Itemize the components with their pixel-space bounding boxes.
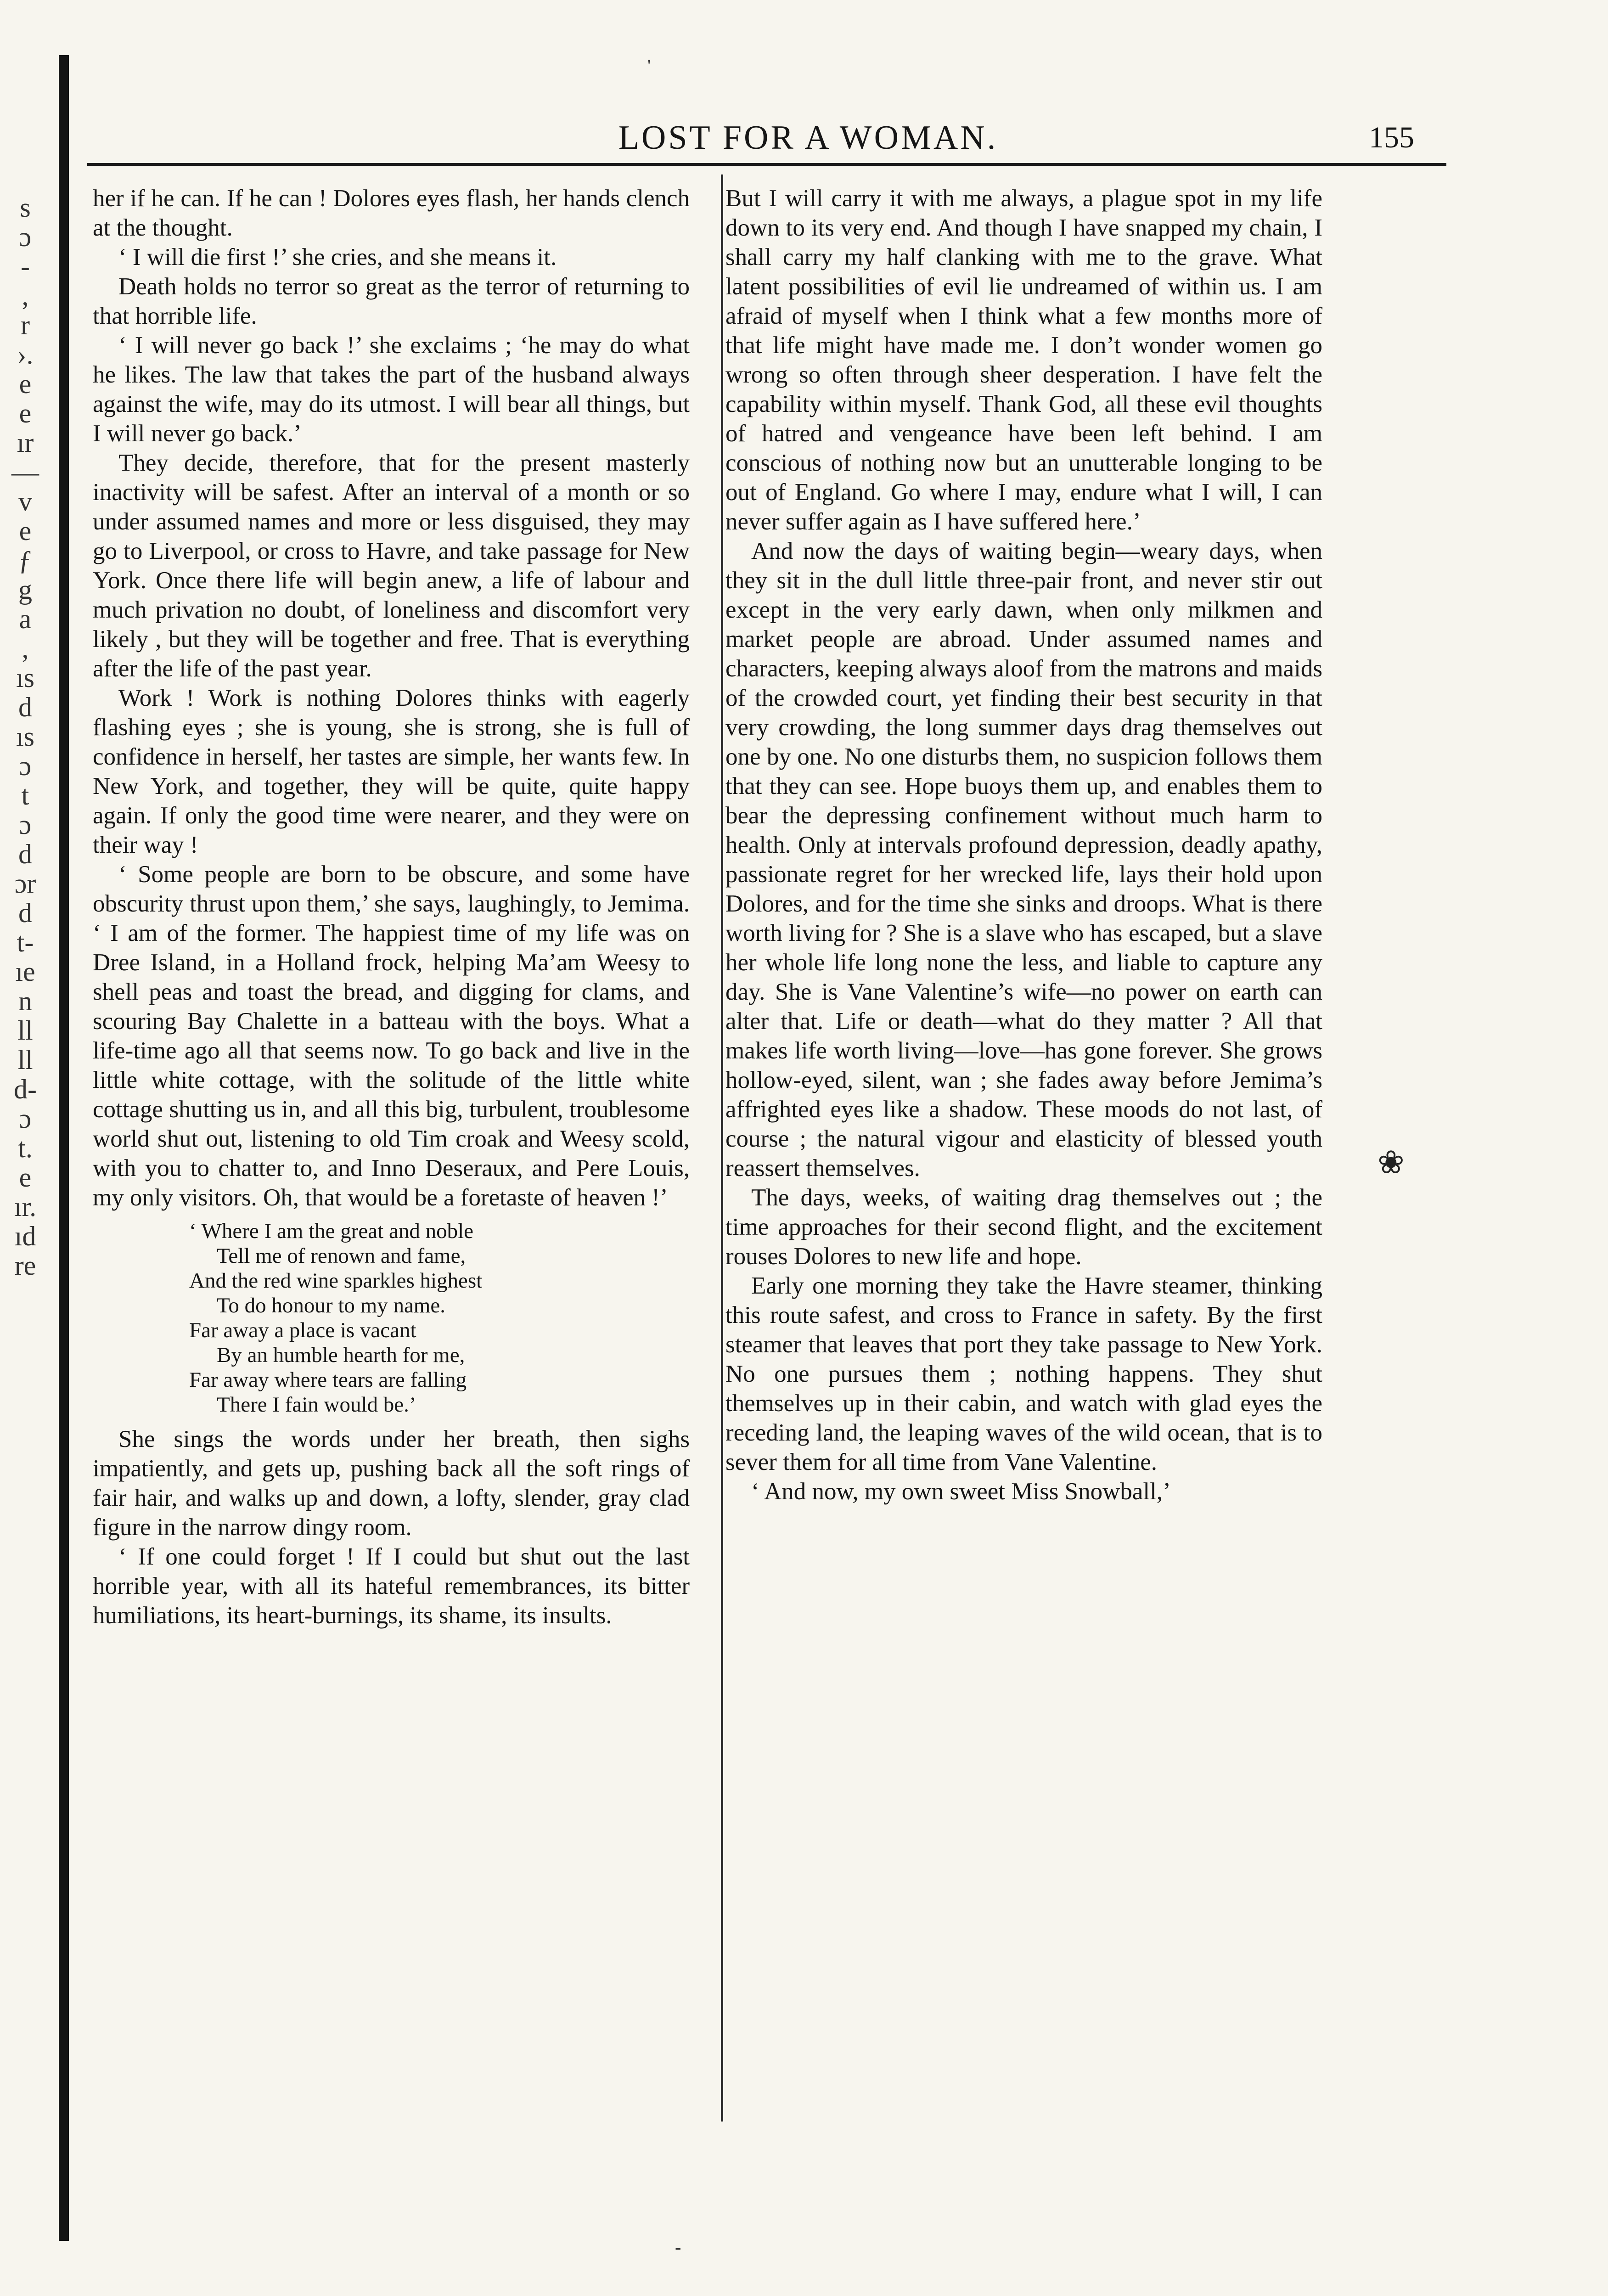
bleed-fragment: d [18, 839, 32, 869]
paragraph: ‘ I will die first !’ she cries, and she means it. [118, 244, 557, 270]
bleed-fragment: ll [17, 1045, 33, 1075]
bleed-fragment: n [18, 986, 32, 1016]
paragraph: But I will carry it with me always, a plague spot in my life down to its very end. And though I have snapped my chain, I shall carry my half clanking with me to the grave. What latent possibilities of evil lie undreamed of within us. I am afraid of myself when I think what a few months more of that life might have made me. I don’t wonder women go wrong so often through sheer desperation. I have felt the capability within myself. Thank God, all these evil thoughts of hatred and vengeance have been left behind. I am conscious of nothing now but an unutterable longing to be out of England. Go where I may, endure what I will, I can never suffer again as I have suffered here.’ [725, 185, 1322, 535]
bleed-fragment: ɔ [19, 810, 32, 840]
bleed-fragment: ıd [14, 1221, 36, 1251]
poem-stanza [189, 1219, 690, 1417]
poem-line: Tell me of renown and fame, [217, 1244, 466, 1268]
bleed-fragment: e [19, 516, 32, 546]
paragraph: her if he can. If he can ! Dolores eyes flash, her hands clench at the thought. [93, 185, 690, 241]
adjacent-page-bleed [0, 193, 51, 1433]
bleed-fragment: ɔr [14, 868, 36, 899]
poem-line: There I fain would be.’ [217, 1393, 416, 1417]
bleed-fragment: — [11, 457, 39, 487]
paragraph: And now the days of waiting begin—weary days, when they sit in the dull little three-pair front, and never stir out except in the very early dawn, when only milkmen and market people are abroad. Under assumed names and characters, keeping always aloof from the matrons and maids of the crowded court, yet finding their best security in that very crowding, the long summer days drag themselves out one by one. No one disturbs them, no suspicion follows them that they can see. Hope buoys them up, and enables them to bear the depressing confinement without much harm to health. Only at intervals profound depression, deadly apathy, passionate regret for her wrecked life, lays their hold upon Dolores, and for the time she sinks and droops. What is there worth living for ? She is a slave who has escaped, but a slave her whole life long none the less, and liable to capture any day. She is Vane Valentine’s wife—no power on earth can alter that. Life or death—what do they matter ? All that makes life worth living—love—has gone forever. She grows hollow-eyed, silent, wan ; she fades away before Jemima’s affrighted eyes like a shadow. These moods do not last, of course ; the natural vigour and elasticity of blessed youth reassert themselves. [725, 538, 1322, 1182]
bleed-fragment: e [19, 398, 32, 428]
bleed-fragment: ıs [16, 721, 35, 752]
bleed-fragment: ›. [17, 339, 34, 370]
bleed-fragment: ƒ [18, 545, 32, 575]
paragraph: Death holds no terror so great as the terror of returning to that horrible life. [93, 273, 690, 329]
bleed-fragment: - [21, 251, 30, 281]
bleed-fragment: ɔ [19, 1103, 32, 1134]
bleed-fragment: s [20, 192, 31, 223]
bleed-fragment: r [21, 310, 30, 340]
paragraph: The days, weeks, of waiting drag themselves out ; the time approaches for their second flight, and the excitement rouses Dolores to new life and hope. [725, 1184, 1322, 1270]
page-number: 155 [1369, 121, 1414, 154]
paragraph: Work ! Work is nothing Dolores thinks with eagerly flashing eyes ; she is young, she is strong, she is full of confidence in herself, her tastes are simple, her wants few. In New York, and together, they will be quite, quite happy again. If only the good time were nearer, and they were on their way ! [93, 685, 690, 858]
bleed-fragment: t- [17, 927, 34, 957]
bleed-fragment: d [18, 898, 32, 928]
paragraph: ‘ Some people are born to be obscure, and some have obscurity thrust upon them,’ she says, laughingly, to Jemima. ‘ I am of the former. The happiest time of my life was on Dree Island, in a Holland frock, helping Ma’am Weesy to shell peas and toast the bread, and digging for clams, and scouring Bay Chalette in a batteau with the boys. What a life-time ago all that seems now. To go back and live in the little white cottage, with the solitude of the little white cottage shutting us in, and all this big, turbulent, troublesome world shut out, listening to old Tim croak and Weesy scold, with you to chatter to, and Inno Deseraux, and Pere Louis, my only visitors. Oh, that would be a foretaste of heaven !’ [93, 861, 690, 1211]
running-head [92, 115, 1524, 161]
poem-line: Far away where tears are falling [189, 1368, 467, 1392]
bleed-fragment: d- [14, 1074, 37, 1104]
poem-line: By an humble hearth for me, [217, 1343, 465, 1367]
bleed-fragment: e [19, 369, 32, 399]
bleed-fragment: , [22, 633, 29, 664]
bleed-fragment: re [14, 1250, 36, 1281]
paragraph: They decide, therefore, that for the present masterly inactivity will be safest. After an interval of a month or so under assumed names and more or less disguised, they may go to Liverpool, or cross to Havre, and take passage for New York. Once there life will begin anew, a life of labour and much privation no doubt, of loneliness and discomfort very likely , but they will be together and free. That is everything after the life of the past year. [93, 450, 690, 682]
bleed-fragment: v [18, 486, 32, 517]
bleed-fragment: , [22, 281, 29, 311]
right-column [725, 184, 1322, 1506]
paragraph: ‘ And now, my own sweet Miss Snowball,’ [751, 1478, 1171, 1505]
bleed-fragment: ɔ [19, 751, 32, 781]
poem-line: To do honour to my name. [217, 1294, 445, 1317]
poem-line: And the red wine sparkles highest [189, 1269, 483, 1293]
left-column [93, 184, 690, 1630]
paragraph: ‘ I will never go back !’ she exclaims ; ‘he may do what he likes. The law that takes the part of the husband always against the wife, may do its utmost. I will bear all things, but I will never go back.’ [93, 332, 690, 447]
column-divider [721, 174, 723, 2122]
paragraph: ‘ If one could forget ! If I could but shut out the last horrible year, with all its hateful remembrances, its bitter humiliations, its heart-burnings, its shame, its insults. [93, 1543, 690, 1629]
paragraph: Early one morning they take the Havre steamer, thinking this route safest, and cross to France in safety. By the first steamer that leaves that port they take passage to New York. No one pursues them ; nothing happens. They shut themselves up in their cabin, and watch with glad eyes the receding land, the leaping waves of the wild ocean, that is to sever them for all time from Vane Valentine. [725, 1272, 1322, 1475]
ink-speck: - [675, 2237, 681, 2257]
bleed-fragment: ıs [16, 663, 35, 693]
paragraph: She sings the words under her breath, then sighs impatiently, and gets up, pushing back all the soft rings of fair hair, and walks up and down, a lofty, slender, gray clad figure in the narrow dingy room. [93, 1426, 690, 1541]
bleed-fragment: ɔ [19, 222, 32, 252]
ink-speck: ' [647, 56, 651, 76]
poem-line: ‘ Where I am the great and noble [189, 1219, 473, 1243]
bleed-fragment: t [21, 780, 29, 810]
margin-ornament-icon: ❀ [1377, 1145, 1405, 1181]
page-title: LOST FOR A WOMAN. [618, 119, 998, 157]
bleed-fragment: g [18, 574, 32, 605]
header-rule [87, 163, 1446, 166]
poem-line: Far away a place is vacant [189, 1318, 416, 1342]
bleed-fragment: ll [17, 1015, 33, 1046]
bleed-fragment: e [19, 1162, 32, 1193]
binding-rule [59, 55, 69, 2241]
bleed-fragment: d [18, 692, 32, 722]
bleed-fragment: ıe [15, 957, 35, 987]
bleed-fragment: ır. [14, 1192, 37, 1222]
bleed-fragment: ır [17, 428, 34, 458]
bleed-fragment: a [19, 604, 32, 634]
bleed-fragment: t. [18, 1133, 33, 1163]
